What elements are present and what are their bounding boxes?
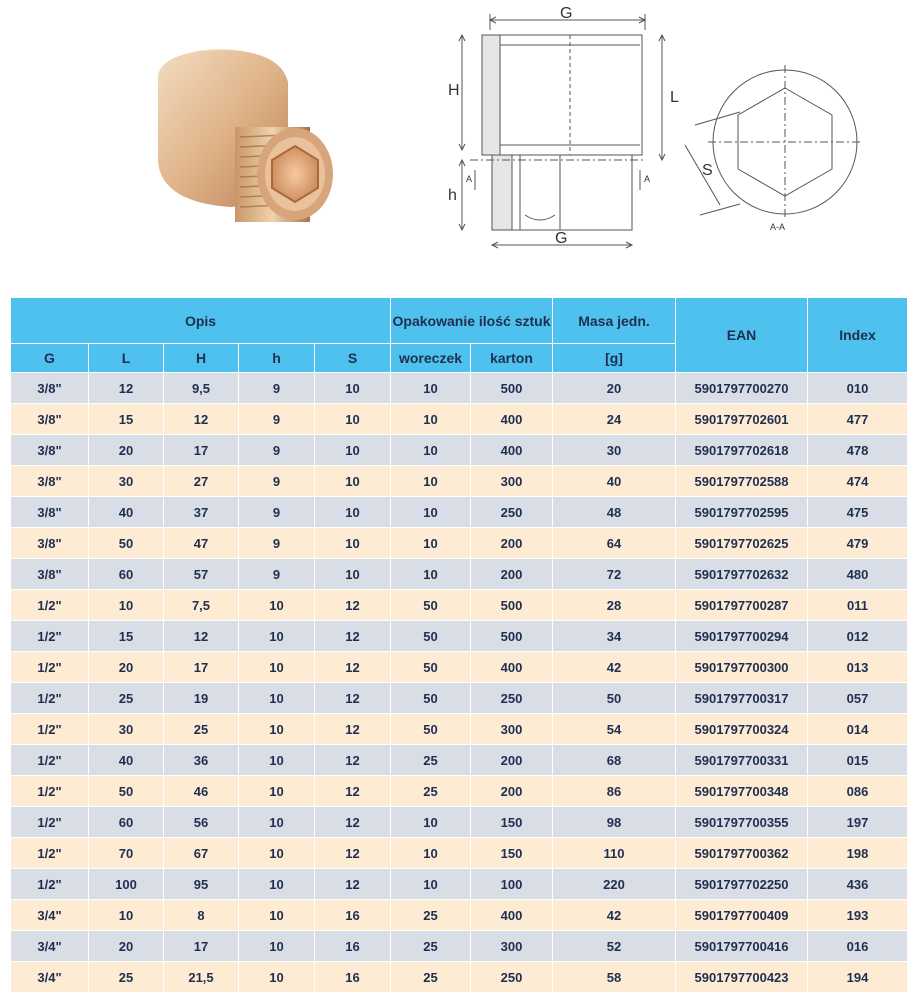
table-row [11,869,908,900]
cell-g: 3/4" [11,962,89,993]
cell-karton: 200 [471,559,553,590]
header-karton: karton [471,344,553,373]
cell-h: 10 [239,714,315,745]
table-row [11,838,908,869]
cell-index: 198 [808,838,908,869]
cell-woreczek: 10 [391,404,471,435]
table-row [11,931,908,962]
cell-s: 12 [315,838,391,869]
cell-s: 10 [315,528,391,559]
cell-ean: 5901797700409 [676,900,808,931]
cell-index: 197 [808,807,908,838]
cell-s: 12 [315,869,391,900]
header-l: L [89,344,164,373]
cell-ean: 5901797702632 [676,559,808,590]
cell-s: 16 [315,962,391,993]
dim-label-l: L [670,89,679,106]
cell-index: 016 [808,931,908,962]
cell-g: 1/2" [11,838,89,869]
cell-g: 1/2" [11,745,89,776]
cell-s: 10 [315,435,391,466]
cell-masa: 28 [553,590,676,621]
cell-ean: 5901797702601 [676,404,808,435]
cell-s: 12 [315,683,391,714]
dim-label-h-upper: H [448,82,460,99]
cell-h: 37 [164,497,239,528]
cell-l: 30 [89,714,164,745]
table-row [11,466,908,497]
cell-g: 1/2" [11,683,89,714]
section-label: A-A [770,222,786,232]
cell-woreczek: 10 [391,373,471,404]
cell-s: 12 [315,807,391,838]
cell-index: 477 [808,404,908,435]
cell-h: 47 [164,528,239,559]
cell-masa: 20 [553,373,676,404]
cell-h: 10 [239,683,315,714]
cell-woreczek: 10 [391,869,471,900]
header-masa: Masa jedn. [553,298,676,344]
product-figure [0,0,912,290]
table-row [11,652,908,683]
table-body [11,373,908,993]
cell-woreczek: 25 [391,745,471,776]
cell-ean: 5901797702588 [676,466,808,497]
cell-masa: 110 [553,838,676,869]
table-row [11,559,908,590]
cell-masa: 48 [553,497,676,528]
cell-l: 20 [89,435,164,466]
cell-woreczek: 50 [391,590,471,621]
table-row [11,714,908,745]
cell-g: 1/2" [11,714,89,745]
cell-h: 56 [164,807,239,838]
cell-h: 7,5 [164,590,239,621]
cell-woreczek: 50 [391,652,471,683]
cell-karton: 300 [471,931,553,962]
header-opis: Opis [11,298,391,344]
cell-index: 015 [808,745,908,776]
cell-masa: 40 [553,466,676,497]
cell-karton: 400 [471,404,553,435]
cell-h: 17 [164,435,239,466]
fitting-photo [140,42,340,232]
cell-g: 1/2" [11,621,89,652]
cell-karton: 200 [471,528,553,559]
table-row [11,404,908,435]
cell-woreczek: 10 [391,807,471,838]
cell-h: 10 [239,931,315,962]
cell-karton: 500 [471,373,553,404]
cell-s: 12 [315,714,391,745]
cell-l: 10 [89,900,164,931]
cell-index: 194 [808,962,908,993]
cell-ean: 5901797702625 [676,528,808,559]
cell-h: 17 [164,931,239,962]
cell-h: 9 [239,404,315,435]
cell-karton: 300 [471,466,553,497]
cell-karton: 400 [471,900,553,931]
dim-label-h-lower: h [448,187,457,204]
cell-masa: 24 [553,404,676,435]
cell-l: 15 [89,621,164,652]
cell-ean: 5901797700362 [676,838,808,869]
table-row [11,435,908,466]
cell-masa: 50 [553,683,676,714]
cell-masa: 98 [553,807,676,838]
cell-h: 12 [164,621,239,652]
cell-woreczek: 10 [391,435,471,466]
cell-g: 3/8" [11,373,89,404]
cell-karton: 500 [471,621,553,652]
cell-h: 10 [239,590,315,621]
header-masa-unit: [g] [553,344,676,373]
table-row [11,528,908,559]
cell-masa: 68 [553,745,676,776]
cell-g: 1/2" [11,869,89,900]
cell-woreczek: 10 [391,559,471,590]
cell-g: 1/2" [11,590,89,621]
cell-index: 010 [808,373,908,404]
header-ean: EAN [676,298,808,373]
cell-index: 012 [808,621,908,652]
cell-woreczek: 25 [391,900,471,931]
cell-ean: 5901797700317 [676,683,808,714]
cell-l: 20 [89,931,164,962]
dim-label-g-bottom: G [555,230,568,247]
cell-h: 46 [164,776,239,807]
cell-h: 10 [239,652,315,683]
header-h-lower: h [239,344,315,373]
cell-index: 014 [808,714,908,745]
cell-l: 25 [89,962,164,993]
dim-label-a-right: A [644,174,651,184]
cell-h: 9 [239,435,315,466]
cell-s: 12 [315,745,391,776]
cell-g: 1/2" [11,652,89,683]
cell-ean: 5901797702595 [676,497,808,528]
cell-g: 1/2" [11,776,89,807]
cell-s: 16 [315,931,391,962]
cell-h: 10 [239,838,315,869]
dim-label-g-top: G [560,5,573,22]
cell-ean: 5901797702250 [676,869,808,900]
cell-woreczek: 10 [391,466,471,497]
cell-h: 9 [239,373,315,404]
cell-h: 25 [164,714,239,745]
cell-s: 10 [315,466,391,497]
cell-s: 12 [315,776,391,807]
header-index: Index [808,298,908,373]
cell-index: 478 [808,435,908,466]
header-woreczek: woreczek [391,344,471,373]
cell-h: 10 [239,869,315,900]
cell-karton: 400 [471,435,553,466]
cell-masa: 30 [553,435,676,466]
cell-woreczek: 10 [391,528,471,559]
table-row [11,497,908,528]
cell-h: 19 [164,683,239,714]
cell-h: 9 [239,559,315,590]
cell-masa: 42 [553,900,676,931]
cell-masa: 34 [553,621,676,652]
table-row [11,962,908,993]
cell-h: 95 [164,869,239,900]
cell-index: 475 [808,497,908,528]
cell-index: 193 [808,900,908,931]
cell-h: 67 [164,838,239,869]
cell-s: 12 [315,652,391,683]
cell-woreczek: 25 [391,931,471,962]
cell-ean: 5901797700300 [676,652,808,683]
cell-index: 436 [808,869,908,900]
cell-s: 10 [315,559,391,590]
cell-h: 9 [239,497,315,528]
cell-karton: 300 [471,714,553,745]
cell-karton: 250 [471,683,553,714]
cell-h: 10 [239,776,315,807]
header-h-upper: H [164,344,239,373]
cell-h: 57 [164,559,239,590]
cell-s: 10 [315,497,391,528]
cell-g: 3/8" [11,559,89,590]
cell-g: 1/2" [11,807,89,838]
cell-h: 9,5 [164,373,239,404]
dim-label-a-left: A [466,174,473,184]
cell-l: 20 [89,652,164,683]
cell-index: 086 [808,776,908,807]
cell-l: 40 [89,745,164,776]
header-s: S [315,344,391,373]
table-row [11,900,908,931]
cell-masa: 64 [553,528,676,559]
cell-s: 16 [315,900,391,931]
cell-l: 100 [89,869,164,900]
cell-h: 9 [239,466,315,497]
cell-g: 3/8" [11,466,89,497]
dim-label-s: S [702,162,713,179]
cell-karton: 400 [471,652,553,683]
cell-h: 27 [164,466,239,497]
table-row [11,621,908,652]
cell-h: 9 [239,528,315,559]
cell-masa: 42 [553,652,676,683]
table-row [11,683,908,714]
cell-index: 011 [808,590,908,621]
cell-g: 3/4" [11,900,89,931]
cell-woreczek: 10 [391,497,471,528]
cell-woreczek: 50 [391,683,471,714]
cell-woreczek: 50 [391,621,471,652]
cell-g: 3/8" [11,497,89,528]
cell-h: 12 [164,404,239,435]
cell-karton: 200 [471,745,553,776]
cell-g: 3/4" [11,931,89,962]
cell-h: 10 [239,900,315,931]
cell-h: 10 [239,807,315,838]
cell-karton: 500 [471,590,553,621]
cell-woreczek: 10 [391,838,471,869]
cell-index: 057 [808,683,908,714]
cell-g: 3/8" [11,435,89,466]
cell-s: 10 [315,404,391,435]
cell-h: 8 [164,900,239,931]
cell-h: 21,5 [164,962,239,993]
table-row [11,745,908,776]
cell-masa: 86 [553,776,676,807]
cell-ean: 5901797700270 [676,373,808,404]
cell-masa: 54 [553,714,676,745]
cell-woreczek: 25 [391,962,471,993]
cell-s: 12 [315,621,391,652]
cell-l: 30 [89,466,164,497]
cell-index: 479 [808,528,908,559]
cell-g: 3/8" [11,528,89,559]
cell-g: 3/8" [11,404,89,435]
cell-karton: 100 [471,869,553,900]
cell-s: 10 [315,373,391,404]
technical-drawing [440,0,910,260]
cell-l: 50 [89,776,164,807]
cell-karton: 250 [471,962,553,993]
cell-h: 10 [239,745,315,776]
cell-l: 10 [89,590,164,621]
table-row [11,373,908,404]
cell-woreczek: 50 [391,714,471,745]
cell-h: 10 [239,621,315,652]
cell-h: 36 [164,745,239,776]
cell-ean: 5901797702618 [676,435,808,466]
cell-karton: 150 [471,807,553,838]
header-opakowanie: Opakowanie ilość sztuk [391,298,553,344]
cell-masa: 58 [553,962,676,993]
cell-index: 013 [808,652,908,683]
cell-index: 480 [808,559,908,590]
cell-l: 15 [89,404,164,435]
table-row [11,807,908,838]
cell-ean: 5901797700324 [676,714,808,745]
spec-table [10,297,908,993]
cell-ean: 5901797700423 [676,962,808,993]
cell-l: 40 [89,497,164,528]
table-row [11,776,908,807]
cell-ean: 5901797700416 [676,931,808,962]
cell-index: 474 [808,466,908,497]
cell-ean: 5901797700355 [676,807,808,838]
cell-l: 60 [89,559,164,590]
cell-ean: 5901797700348 [676,776,808,807]
cell-ean: 5901797700287 [676,590,808,621]
cell-l: 70 [89,838,164,869]
cell-l: 60 [89,807,164,838]
cell-ean: 5901797700294 [676,621,808,652]
cell-h: 17 [164,652,239,683]
cell-ean: 5901797700331 [676,745,808,776]
cell-masa: 220 [553,869,676,900]
cell-s: 12 [315,590,391,621]
cell-masa: 72 [553,559,676,590]
cell-karton: 250 [471,497,553,528]
cell-woreczek: 25 [391,776,471,807]
cell-masa: 52 [553,931,676,962]
cell-karton: 150 [471,838,553,869]
header-g: G [11,344,89,373]
cell-l: 50 [89,528,164,559]
cell-l: 12 [89,373,164,404]
cell-karton: 200 [471,776,553,807]
cell-h: 10 [239,962,315,993]
cell-l: 25 [89,683,164,714]
table-row [11,590,908,621]
